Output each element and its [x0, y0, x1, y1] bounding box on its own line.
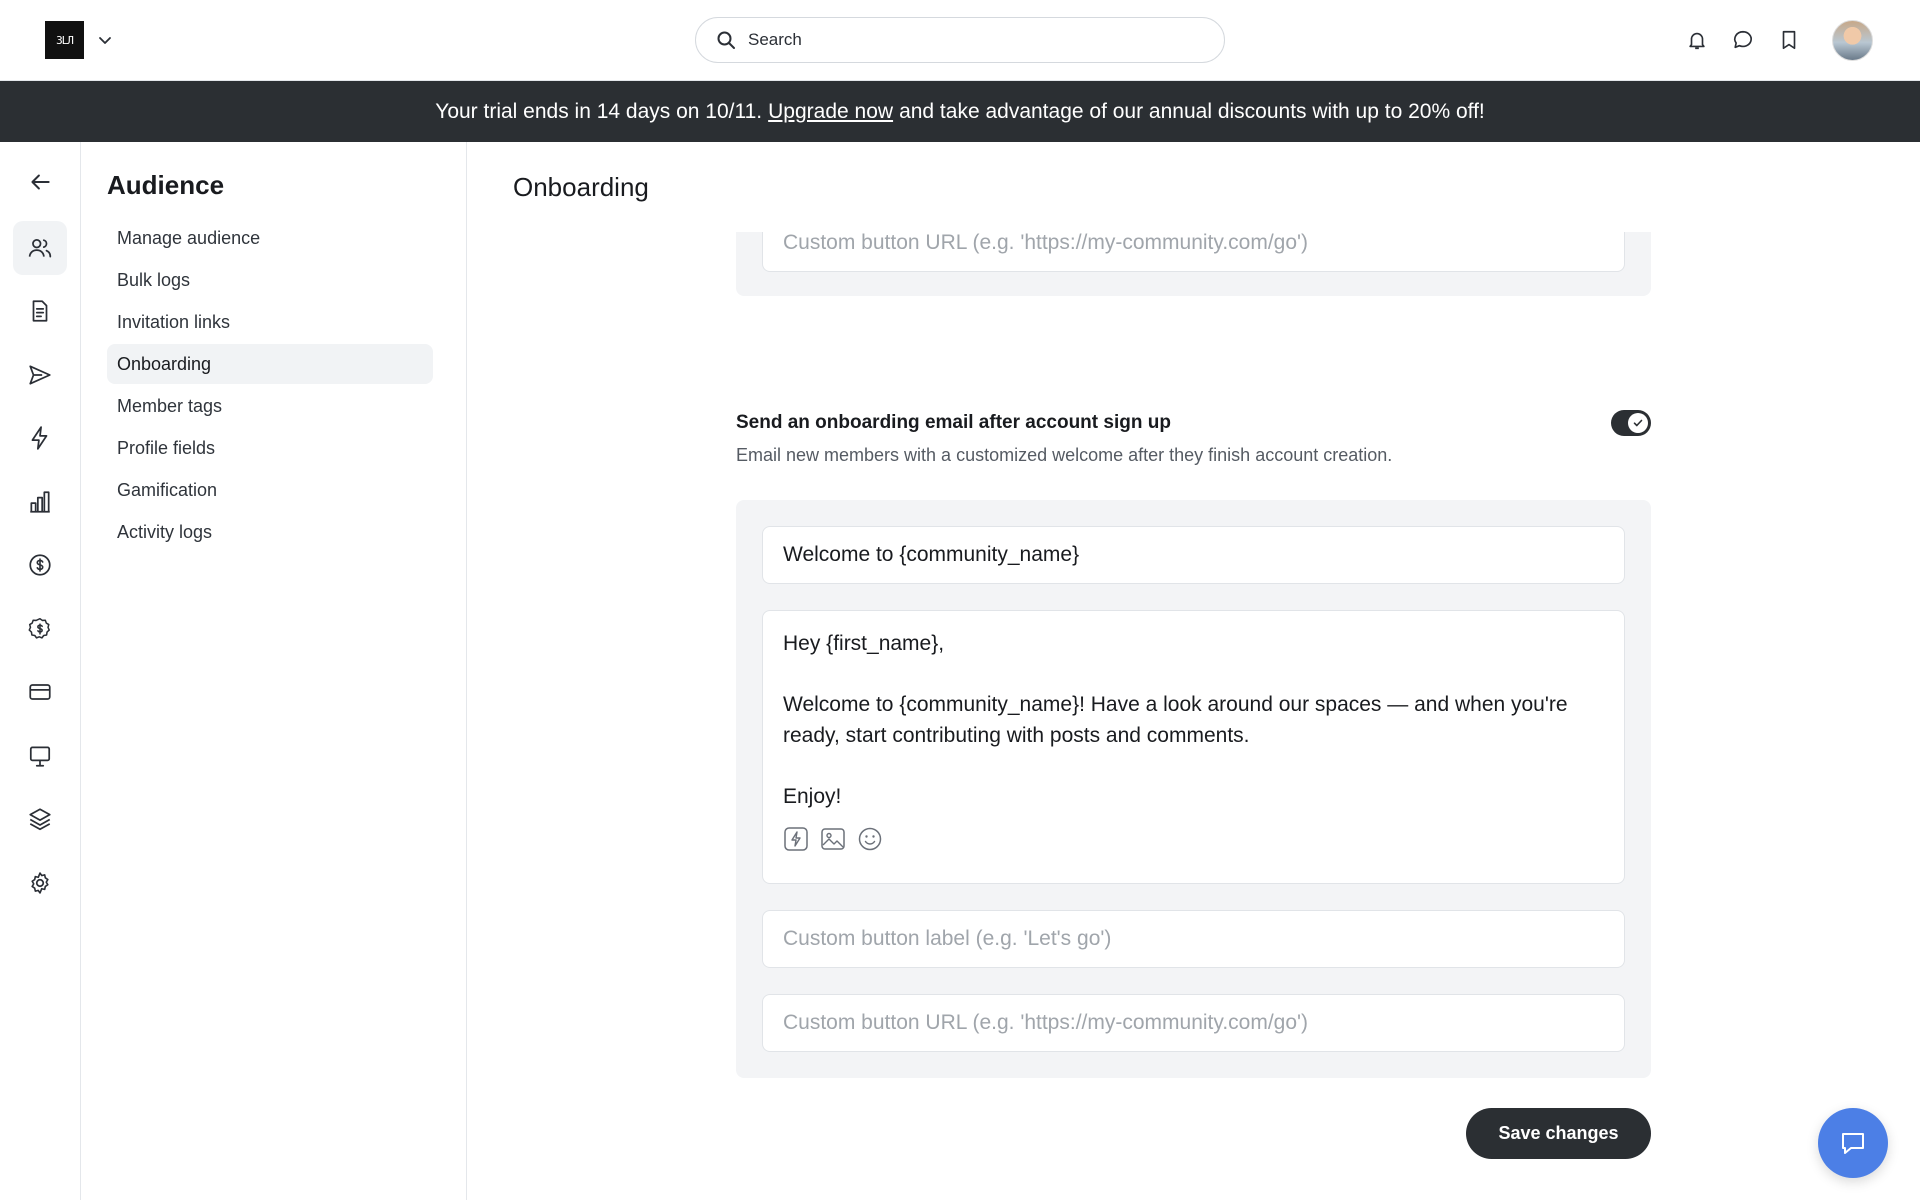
- image-icon[interactable]: [820, 826, 846, 852]
- subnav-item-manage-audience[interactable]: Manage audience: [117, 227, 261, 248]
- bar-chart-icon[interactable]: [13, 475, 67, 529]
- user-avatar[interactable]: [1832, 20, 1873, 61]
- monitor-icon[interactable]: [13, 729, 67, 783]
- banner-text-after: and take advantage of our annual discounts with up to 20% off!: [899, 99, 1485, 123]
- bolt-icon[interactable]: [13, 411, 67, 465]
- emoji-icon[interactable]: [857, 826, 883, 852]
- credit-card-icon[interactable]: [13, 665, 67, 719]
- people-icon[interactable]: [13, 221, 67, 275]
- editor-toolbar: [783, 826, 883, 852]
- subnav-item-activity-logs[interactable]: Activity logs: [117, 521, 213, 542]
- subnav-item-invitation-links[interactable]: Invitation links: [117, 311, 231, 332]
- email-section-title: Send an onboarding email after account sign up: [736, 412, 1171, 433]
- button-label-input[interactable]: Custom button label (e.g. 'Let's go'): [762, 910, 1625, 968]
- search-input[interactable]: [695, 17, 1225, 63]
- bell-icon[interactable]: [1684, 27, 1710, 53]
- audience-subnav: [81, 142, 467, 1200]
- onboarding-content: [467, 232, 1920, 1200]
- email-section-description: Email new members with a customized welcome after they finish account creation.: [736, 445, 1393, 465]
- community-logo[interactable]: [45, 21, 84, 59]
- subnav-item-gamification[interactable]: Gamification: [117, 479, 218, 500]
- email-body-greeting: Hey {first_name},: [783, 632, 945, 655]
- dollar-icon[interactable]: [13, 538, 67, 592]
- top-button-url-input[interactable]: Custom button URL (e.g. 'https://my-community.com/go'): [762, 232, 1625, 272]
- icon-rail: [0, 142, 81, 1200]
- search-placeholder: Search: [748, 30, 802, 49]
- gear-icon[interactable]: [13, 856, 67, 910]
- onboarding-email-toggle[interactable]: [1611, 410, 1651, 436]
- logo-text: ЗLЛ: [56, 33, 73, 47]
- trial-banner: [0, 81, 1920, 142]
- bookmark-icon[interactable]: [1776, 27, 1802, 53]
- subnav-title: Audience: [107, 170, 225, 200]
- email-body-main: Welcome to {community_name}! Have a look around our spaces — and when you're ready, start contributing with posts and comments.: [783, 693, 1568, 747]
- email-body-editor[interactable]: [762, 610, 1625, 884]
- subnav-item-onboarding[interactable]: Onboarding: [107, 344, 433, 384]
- document-icon[interactable]: [13, 284, 67, 338]
- support-chat-button[interactable]: [1818, 1108, 1888, 1178]
- back-arrow-icon[interactable]: [13, 155, 67, 209]
- welcome-message-panel: [736, 232, 1651, 296]
- save-changes-button[interactable]: Save changes: [1466, 1108, 1651, 1159]
- search-icon: [716, 30, 736, 50]
- bolt-icon[interactable]: [783, 826, 809, 852]
- page-title: Onboarding: [513, 172, 649, 202]
- send-icon[interactable]: [13, 348, 67, 402]
- chevron-down-icon[interactable]: [97, 32, 113, 48]
- button-url-input[interactable]: Custom button URL (e.g. 'https://my-community.com/go'): [762, 994, 1625, 1052]
- dollar-badge-icon[interactable]: [13, 602, 67, 656]
- email-subject-input[interactable]: Welcome to {community_name}: [762, 526, 1625, 584]
- subnav-item-bulk-logs[interactable]: Bulk logs: [117, 269, 191, 290]
- top-bar: [0, 0, 1920, 81]
- banner-text-before: Your trial ends in 14 days on 10/11.: [435, 99, 763, 123]
- layers-icon[interactable]: [13, 792, 67, 846]
- upgrade-now-link[interactable]: Upgrade now: [768, 99, 894, 123]
- email-panel: [736, 500, 1651, 1078]
- chat-icon: [1838, 1128, 1868, 1158]
- check-icon: [1628, 413, 1648, 433]
- chat-bubble-icon[interactable]: [1730, 27, 1756, 53]
- email-body-closing: Enjoy!: [783, 784, 842, 808]
- subnav-item-member-tags[interactable]: Member tags: [117, 395, 223, 416]
- subnav-item-profile-fields[interactable]: Profile fields: [117, 437, 216, 458]
